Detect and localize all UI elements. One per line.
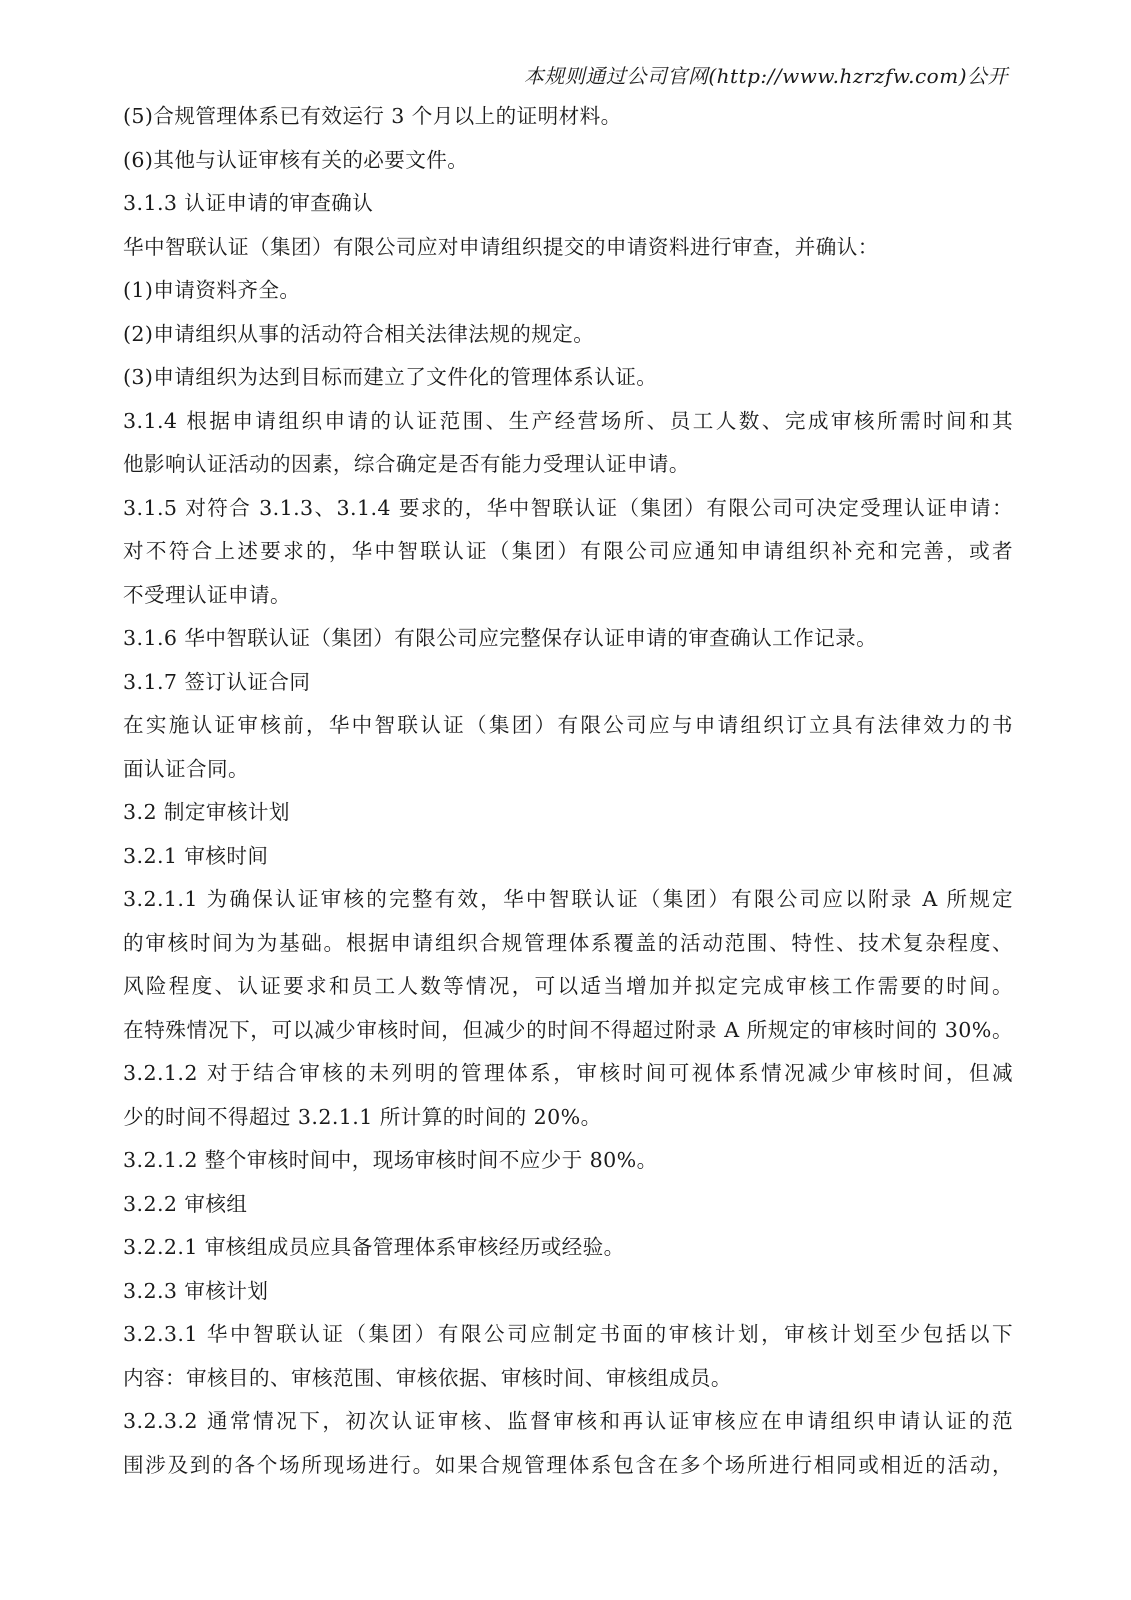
section-heading: 3.2 制定审核计划: [123, 800, 290, 824]
section-heading: 3.2.3 审核计划: [123, 1278, 269, 1303]
paragraph-line: 围涉及到的各个场所现场进行。如果合规管理体系包含在多个场所进行相同或相近的活动，: [123, 1452, 1013, 1477]
paragraph-line: 的审核时间为为基础。根据申请组织合规管理体系覆盖的活动范围、特性、技术复杂程度、: [123, 930, 1013, 955]
paragraph-line: (6)其他与认证审核有关的必要文件。: [123, 147, 469, 172]
paragraph-line: 3.2.3.1 华中智联认证（集团）有限公司应制定书面的审核计划，审核计划至少包括以下: [123, 1322, 1013, 1346]
paragraph-line: (3)申请组织为达到目标而建立了文件化的管理体系认证。: [123, 365, 658, 389]
header-note: 本规则通过公司官网(http://www.hzrzfw.com)公开: [523, 64, 1008, 88]
paragraph-line: 少的时间不得超过 3.2.1.1 所计算的时间的 20%。: [123, 1104, 602, 1129]
section-heading: 3.1.7 签订认证合同: [123, 669, 311, 694]
paragraph-line: 3.2.1.1 为确保认证审核的完整有效，华中智联认证（集团）有限公司应以附录 A 所规定: [123, 887, 1013, 911]
paragraph-line: 3.2.3.2 通常情况下，初次认证审核、监督审核和再认证审核应在申请组织申请认证的范: [123, 1409, 1013, 1433]
paragraph-line: (1)申请资料齐全。: [123, 278, 301, 302]
paragraph-line: 3.1.6 华中智联认证（集团）有限公司应完整保存认证申请的审查确认工作记录。: [123, 626, 878, 650]
paragraph-line: 华中智联认证（集团）有限公司应对申请组织提交的申请资料进行审查，并确认：: [123, 234, 879, 259]
paragraph-line: 风险程度、认证要求和员工人数等情况，可以适当增加并拟定完成审核工作需要的时间。: [123, 974, 1013, 998]
paragraph-line: 3.2.1.2 整个审核时间中，现场审核时间不应少于 80%。: [123, 1148, 658, 1172]
paragraph-line: 他影响认证活动的因素，综合确定是否有能力受理认证申请。: [123, 452, 690, 476]
paragraph-line: 在实施认证审核前，华中智联认证（集团）有限公司应与申请组织订立具有法律效力的书: [123, 713, 1013, 737]
paragraph-line: 3.2.2.1 审核组成员应具备管理体系审核经历或经验。: [123, 1235, 625, 1259]
paragraph-line: 3.2.1.2 对于结合审核的未列明的管理体系，审核时间可视体系情况减少审核时间，但减: [123, 1061, 1013, 1085]
body-text: [123, 95, 1013, 1487]
paragraph-line: 3.1.5 对符合 3.1.3、3.1.4 要求的，华中智联认证（集团）有限公司可决定受理认证申请：: [123, 495, 1013, 520]
paragraph-line: 不受理认证申请。: [123, 582, 291, 607]
section-heading: 3.2.1 审核时间: [123, 843, 269, 868]
section-heading: 3.1.3 认证申请的审查确认: [123, 191, 374, 215]
paragraph-line: 3.1.4 根据申请组织申请的认证范围、生产经营场所、员工人数、完成审核所需时间和其: [123, 408, 1013, 433]
paragraph-line: 内容：审核目的、审核范围、审核依据、审核时间、审核组成员。: [123, 1365, 732, 1390]
paragraph-line: 对不符合上述要求的，华中智联认证（集团）有限公司应通知申请组织补充和完善，或者: [123, 539, 1013, 563]
paragraph-line: 在特殊情况下，可以减少审核时间，但减少的时间不得超过附录 A 所规定的审核时间的 30%。: [123, 1017, 1013, 1042]
paragraph-line: 面认证合同。: [123, 756, 249, 781]
paragraph-line: (5)合规管理体系已有效运行 3 个月以上的证明材料。: [123, 104, 622, 128]
section-heading: 3.2.2 审核组: [123, 1191, 248, 1216]
paragraph-line: (2)申请组织从事的活动符合相关法律法规的规定。: [123, 321, 595, 346]
